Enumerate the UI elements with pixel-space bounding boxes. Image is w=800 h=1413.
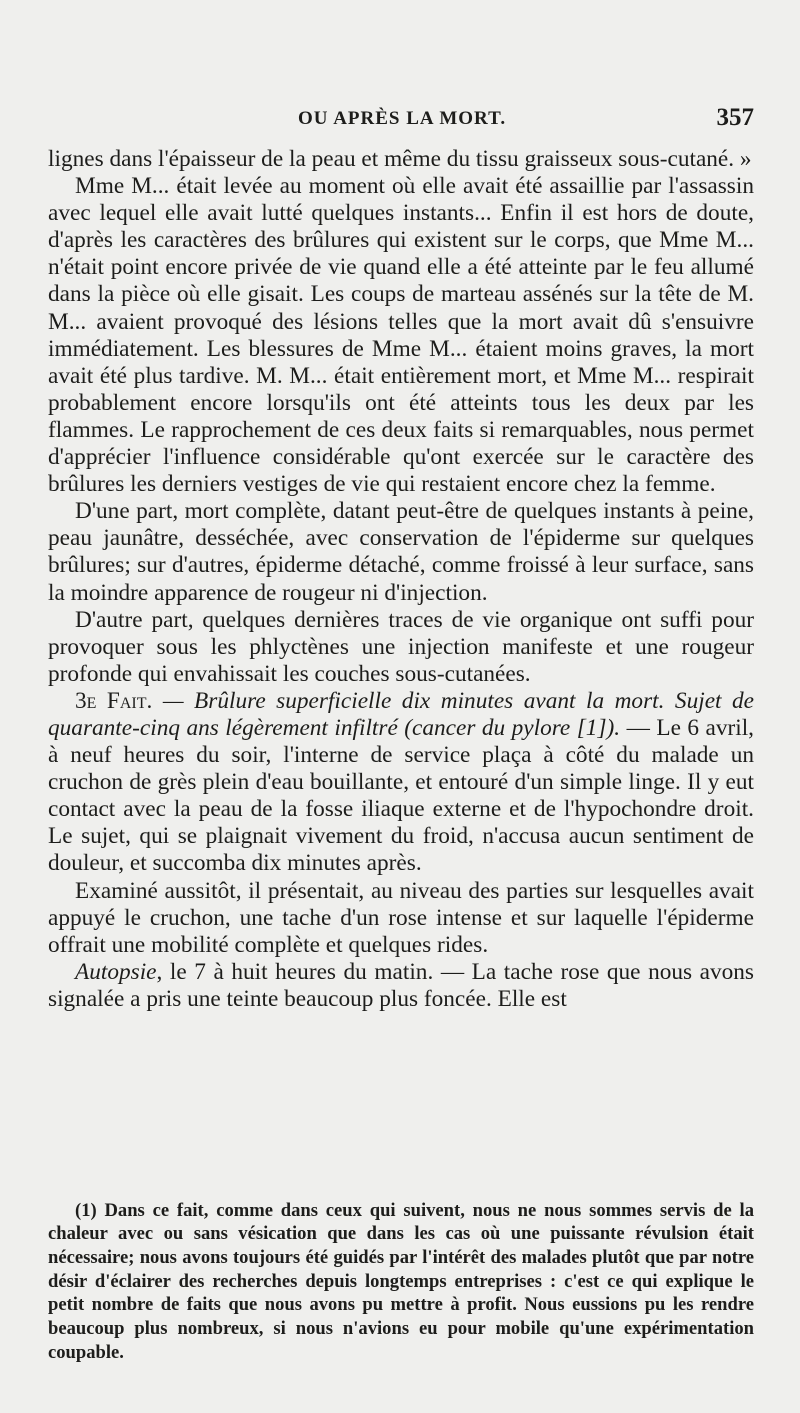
page-number: 357: [716, 104, 754, 131]
case-text: — Le 6 avril, à neuf heures du soir, l'interne de service plaça à côté du malade un cruchon de grès plein d'eau bouillante, et entouré d'un simple linge. Il y eut contact avec la peau de la fosse iliaque externe et de l'hypochondre droit. Le sujet, qui se plaignait vivement du froid, n'accusa aucun sentiment de douleur, et succomba dix minutes après.: [48, 714, 754, 877]
paragraph: D'autre part, quelques dernières traces de vie organique ont suffi pour provoquer sous les phlyctènes une injection manifeste et une rougeur profonde qui envahissait les couches sous-cutanées.: [48, 606, 754, 687]
footnote: (1) Dans ce fait, comme dans ceux qui suivent, nous ne nous sommes servis de la chaleur avec ou sans vésication que dans les cas où une puissante révulsion était nécessaire; nous avons toujours été guidés par l'intérêt des malades plutôt que par notre désir d'éclairer des recherches depuis longtemps entreprises : c'est ce qui explique le petit nombre de faits que nous avons pu mettre à profit. Nous eussions pu les rendre beaucoup plus nombreux, si nous n'avions eu pour mobile qu'une expérimentation coupable.: [48, 1199, 754, 1363]
paragraph-continued: lignes dans l'épaisseur de la peau et même du tissu graisseux sous-cutané. »: [48, 146, 752, 172]
page-header: [0, 104, 800, 138]
paragraph: Examiné aussitôt, il présentait, au niveau des parties sur lesquelles avait appuyé le cruchon, une tache d'un rose intense et sur laquelle l'épiderme offrait une mobilité complète et quelques rides.: [48, 877, 754, 958]
case-number: 3e Fait.: [75, 687, 153, 714]
case-title: — Brûlure superficielle dix minutes avant la mort. Sujet de quarante-cinq ans légèrement infiltré (cancer du pylore [1]).: [48, 687, 754, 741]
body-text: [48, 146, 754, 1013]
paragraph: D'une part, mort complète, datant peut-être de quelques instants à peine, peau jaunâtre, desséchée, avec conservation de l'épiderme sur quelques brûlures; sur d'autres, épiderme détaché, comme froissé à leur surface, sans la moindre apparence de rougeur ni d'injection.: [48, 498, 754, 606]
paragraph: Mme M... était levée au moment où elle avait été assaillie par l'assassin avec lequel elle avait lutté quelques instants... Enfin il est hors de doute, d'après les caractères des brûlures qui existent sur le corps, que Mme M... n'était point encore privée de vie quand elle a été atteinte par le feu allumé dans la pièce où elle gisait. Les coups de marteau assénés sur la tête de M. M... avaient provoqué des lésions telles que la mort avait dû s'ensuivre immédiatement. Les blessures de Mme M... étaient moins graves, la mort avait été plus tardive. M. M... était entièrement mort, et Mme M... respirait probablement encore lorsqu'ils ont été atteints tous les deux par les flammes. Le rapprochement de ces deux faits si remarquables, nous permet d'apprécier l'influence considérable qu'ont exercée sur le caractère des brûlures les derniers vestiges de vie qui restaient encore chez la femme.: [48, 173, 754, 498]
autopsy-text: , le 7 à huit heures du matin. — La tache rose que nous avons signalée a pris une teinte beaucoup plus foncée. Elle est: [48, 958, 754, 1012]
running-title: OU APRÈS LA MORT.: [298, 108, 507, 129]
case-paragraph: [48, 688, 754, 878]
autopsy-paragraph: [48, 959, 754, 1013]
autopsy-label: Autopsie: [75, 958, 157, 985]
